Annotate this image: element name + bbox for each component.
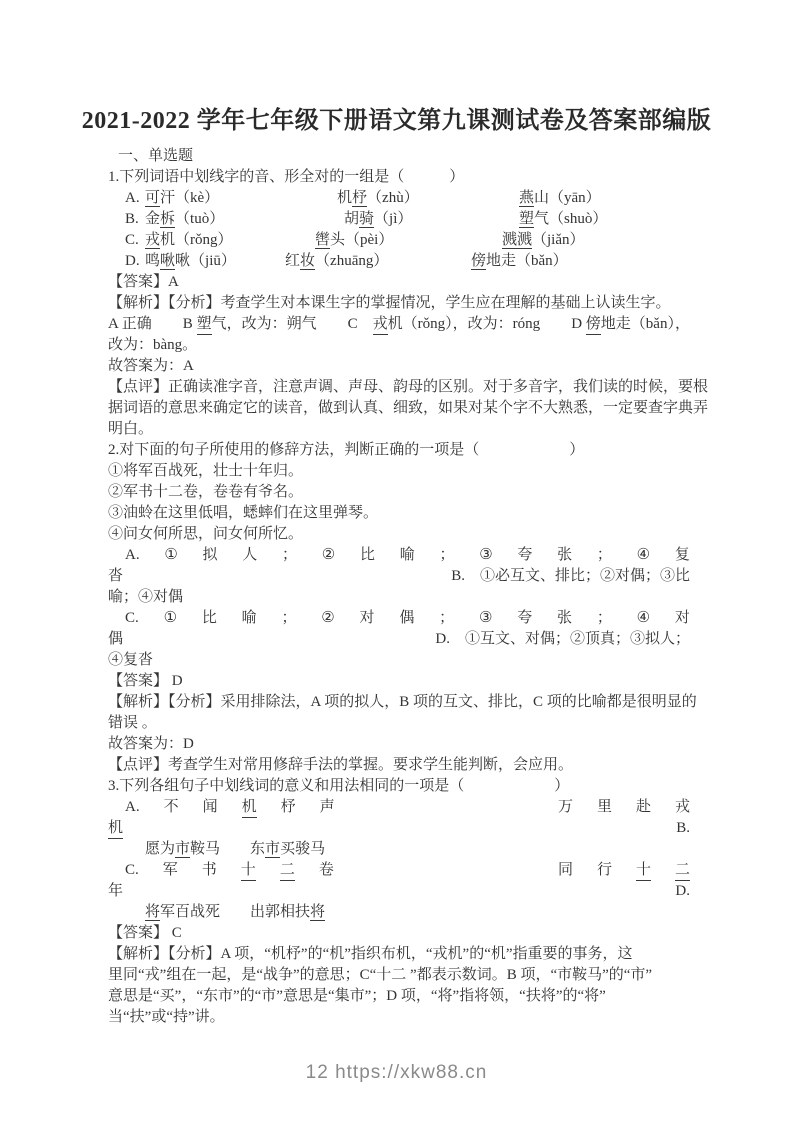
q2-option-c-line: C. ① 比 喻 ； ② 对 偶 ； ③ 夸 张 ； ④ 对 bbox=[125, 610, 690, 626]
q2-conclusion: 故答案为：D bbox=[108, 736, 194, 752]
q2-analysis-line: 错误 。 bbox=[108, 715, 157, 731]
q2-sentence-4: ④问女何所思，问女何所忆。 bbox=[108, 526, 304, 542]
option-word: 红妆（zhuāng） bbox=[285, 253, 389, 269]
option-label: D. bbox=[125, 253, 140, 269]
q3-stem: 3.下列各组句子中划线词的意义和用法相同的一项是（ ） bbox=[108, 778, 570, 794]
option-word: 戎机（rǒng） bbox=[145, 232, 233, 248]
q1-analysis-line: 改为：bàng。 bbox=[108, 337, 198, 353]
q3-option-cd-line: 年 D. bbox=[108, 883, 690, 899]
q1-conclusion: 故答案为：A bbox=[108, 358, 194, 374]
section-heading: 一、单选题 bbox=[118, 148, 194, 164]
option-word: 溅溅（jiǎn） bbox=[502, 232, 585, 248]
q3-answer: 【答案】 C bbox=[108, 925, 182, 941]
q3-analysis-line: 意思是“买”，“东市”的“市”意思是“集市”；D 项，“将”指将领，“扶将”的“将” bbox=[108, 988, 606, 1004]
option-word: 可汗（kè） bbox=[145, 190, 220, 206]
q1-analysis-line: 【解析】【分析】考查学生对本课生字的掌握情况，学生应在理解的基础上认读生字。 bbox=[108, 295, 671, 311]
q1-option-a bbox=[108, 188, 690, 209]
option-word: 机杼（zhù） bbox=[337, 190, 419, 206]
q1-comment-line: 明白。 bbox=[108, 421, 154, 437]
q3-option-c-line: C. 军 书 十 二 卷 同 行 十 二 bbox=[125, 860, 690, 881]
q2-option-cd-line: 偶 D. ①互文、对偶；②顶真；③拟人； bbox=[108, 631, 690, 647]
q2-analysis-line: 【解析】【分析】采用排除法，A 项的拟人，B 项的互文、排比，C 项的比喻都是很明显的 bbox=[108, 694, 697, 710]
footer-watermark: 12 https://xkw88.cn bbox=[305, 1062, 488, 1083]
q3-option-b-line: 愿为市鞍马 东市买骏马 bbox=[145, 841, 326, 857]
option-word: 金柝（tuò） bbox=[145, 211, 225, 227]
q1-answer: 【答案】A bbox=[108, 274, 179, 290]
q2-sentence-3: ③油蛉在这里低唱，蟋蟀们在这里弹琴。 bbox=[108, 505, 379, 521]
option-word: 辔头（pèi） bbox=[315, 232, 394, 248]
q1-comment-line: 据词语的意思来确定它的读音，做到认真、细致，如果对某个字不大熟悉，一定要查字典弄 bbox=[108, 400, 709, 416]
option-label: A. bbox=[125, 190, 140, 206]
q3-analysis-line: 当“扶”或“持”讲。 bbox=[108, 1009, 225, 1025]
q1-option-c bbox=[108, 230, 690, 251]
q2-option-b-line: 喻；④对偶 bbox=[108, 589, 184, 605]
q3-option-ab-line: 机 B. bbox=[108, 818, 690, 839]
q2-answer: 【答案】 D bbox=[108, 673, 183, 689]
q1-option-d bbox=[108, 251, 690, 272]
option-word: 鸣啾啾（jiū） bbox=[145, 253, 236, 269]
option-label: C. bbox=[125, 232, 139, 248]
option-word: 傍地走（bǎn） bbox=[471, 253, 568, 269]
q2-option-d-line: ④复沓 bbox=[108, 652, 154, 668]
option-label: B. bbox=[125, 211, 139, 227]
q1-option-b bbox=[108, 209, 690, 230]
q3-analysis-line: 里同“戎”组在一起，是“战争”的意思；C“十二 ”都表示数词。B 项，“市鞍马”的“市” bbox=[108, 967, 653, 983]
option-word: 胡骑（jì） bbox=[344, 211, 413, 227]
q3-analysis-line: 【解析】【分析】A 项，“机杼”的“机”指织布机，“戎机”的“机”指重要的事务，这 bbox=[108, 946, 633, 962]
q2-sentence-2: ②军书十二卷，卷卷有爷名。 bbox=[108, 484, 304, 500]
q3-option-d-line: 将军百战死 出郭相扶将 bbox=[145, 904, 326, 920]
q2-sentence-1: ①将军百战死，壮士十年归。 bbox=[108, 463, 304, 479]
q1-stem: 1.下列词语中划线字的音、形全对的一组是（ ） bbox=[108, 169, 465, 185]
page-title: 2021-2022 学年七年级下册语文第九课测试卷及答案部编版 bbox=[81, 108, 712, 134]
q1-analysis-line: A 正确 B 塑 气，改为：朔气 C 戎 机（rǒng），改为：róng D 傍 地走（bǎn）， bbox=[108, 314, 690, 335]
q2-stem: 2.对下面的句子所使用的修辞方法，判断正确的一项是（ ） bbox=[108, 442, 585, 458]
document-body bbox=[108, 146, 709, 1028]
q3-option-a-line: A. 不 闻 机 杼 声 万 里 赴 戎 bbox=[125, 797, 690, 818]
q2-comment-line: 【点评】考查学生对常用修辞手法的掌握。要求学生能判断，会应用。 bbox=[108, 757, 574, 773]
q2-option-a-line: A. ① 拟 人 ； ② 比 喻 ； ③ 夸 张 ； ④ 复 bbox=[125, 547, 690, 563]
option-word: 塑气（shuò） bbox=[519, 211, 608, 227]
q1-comment-line: 【点评】正确读准字音，注意声调、声母、韵母的区别。对于多音字，我们读的时候，要根 bbox=[108, 379, 709, 395]
q2-option-ab-line: 沓 B. ①必互文、排比；②对偶；③比 bbox=[108, 568, 690, 584]
option-word: 燕山（yān） bbox=[519, 190, 601, 206]
